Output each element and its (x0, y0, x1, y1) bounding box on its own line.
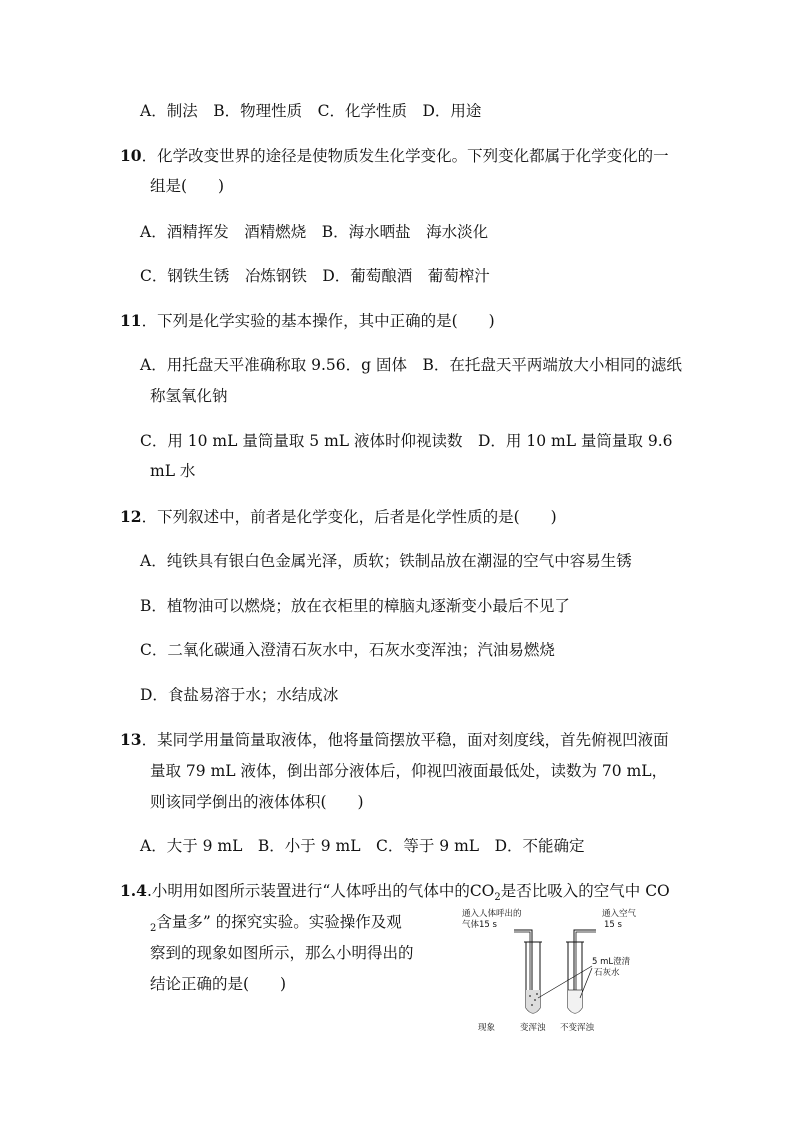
q12-option-b: B．植物油可以燃烧；放在衣柜里的樟脑丸逐渐变小最后不见了 (140, 597, 570, 615)
q13-stem-line3: 则该同学倒出的液体体积( ) (150, 793, 364, 811)
q13-stem-text: ．某同学用量筒量取液体，他将量筒摆放平稳，面对刻度线，首先俯视凹液面 (141, 731, 669, 749)
q14-stem-text-c: 含量多” 的探究实验。实验操作及观 (156, 913, 402, 931)
q14-number: 1.4 (120, 881, 147, 900)
q14-co2-subscript: 2 (494, 892, 501, 904)
q13-stem-line1 (120, 730, 669, 750)
label-limewater-line2: 石灰水 (594, 968, 620, 978)
label-exhaled-line2: 气体15 s (462, 920, 497, 930)
label-not-turbid: 不变浑浊 (560, 1023, 595, 1033)
q10-number: 10 (120, 146, 142, 165)
q10-stem-line1 (120, 146, 669, 166)
q11-options-ab-line2: 称氢氧化钠 (150, 387, 228, 405)
q14-stem-line2 (150, 912, 402, 939)
q12-option-a: A．纯铁具有银白色金属光泽，质软；铁制品放在潮湿的空气中容易生锈 (140, 552, 632, 570)
q10-options-ab: A．酒精挥发 酒精燃烧 B．海水晒盐 海水淡化 (140, 223, 489, 241)
label-turbid: 变浑浊 (520, 1023, 546, 1033)
label-air-line2: 15 s (604, 920, 622, 930)
q14-stem-text-a: .小明用如图所示装置进行“人体呼出的气体中的CO (146, 882, 495, 900)
q10-stem-text: ．化学改变世界的途径是使物质发生化学变化。下列变化都属于化学变化的一 (141, 147, 669, 165)
q11-stem-text: ．下列是化学实验的基本操作，其中正确的是( ) (141, 312, 495, 330)
q14-stem-text-b: 是否比吸入的空气中 CO (500, 882, 670, 900)
q14-co2-subscript-2: 2 (150, 923, 157, 935)
q11-stem (120, 311, 495, 331)
q13-options: A．大于 9 mL B．小于 9 mL C．等于 9 mL D．不能确定 (140, 837, 585, 855)
test-tube-left (514, 930, 542, 1013)
q10-options-cd: C．钢铁生锈 冶炼钢铁 D．葡萄酿酒 葡萄榨汁 (140, 267, 490, 285)
q12-option-d: D．食盐易溶于水；水结成冰 (140, 686, 339, 704)
test-tube-right (566, 930, 596, 1013)
q13-stem-line2: 量取 79 mL 液体，倒出部分液体后，仰视凹液面最低处，读数为 70 mL， (150, 762, 668, 780)
q14-stem-line1 (120, 881, 670, 908)
q10-stem-line2: 组是( ) (150, 177, 225, 195)
q9-options: A．制法 B．物理性质 C．化学性质 D．用途 (140, 102, 482, 120)
q11-options-cd-line1: C．用 10 mL 量筒量取 5 mL 液体时仰视读数 D．用 10 mL 量筒量取 9.6 (140, 432, 673, 450)
q11-options-cd-line2: mL 水 (150, 462, 196, 480)
q12-option-c: C．二氧化碳通入澄清石灰水中，石灰水变浑浊；汽油易燃烧 (140, 641, 555, 659)
q12-stem-text: ．下列叙述中，前者是化学变化，后者是化学性质的是( ) (141, 508, 557, 526)
q14-stem-line4: 结论正确的是( ) (150, 975, 287, 993)
q12-number: 12 (120, 507, 142, 526)
label-limewater-line1: 5 mL澄清 (592, 957, 631, 967)
label-exhaled-line1: 通入人体呼出的 (462, 909, 522, 919)
label-phenomenon: 现象 (478, 1023, 496, 1033)
label-air-line1: 通入空气 (602, 909, 636, 919)
experiment-figure (456, 906, 636, 1036)
q12-stem (120, 507, 557, 527)
q11-options-ab-line1: A．用托盘天平准确称取 9.56．g 固体 B．在托盘天平两端放大小相同的滤纸 (140, 356, 682, 374)
q14-stem-line3: 察到的现象如图所示，那么小明得出的 (150, 944, 414, 962)
q11-number: 11 (120, 311, 142, 330)
q13-number: 13 (120, 730, 142, 749)
